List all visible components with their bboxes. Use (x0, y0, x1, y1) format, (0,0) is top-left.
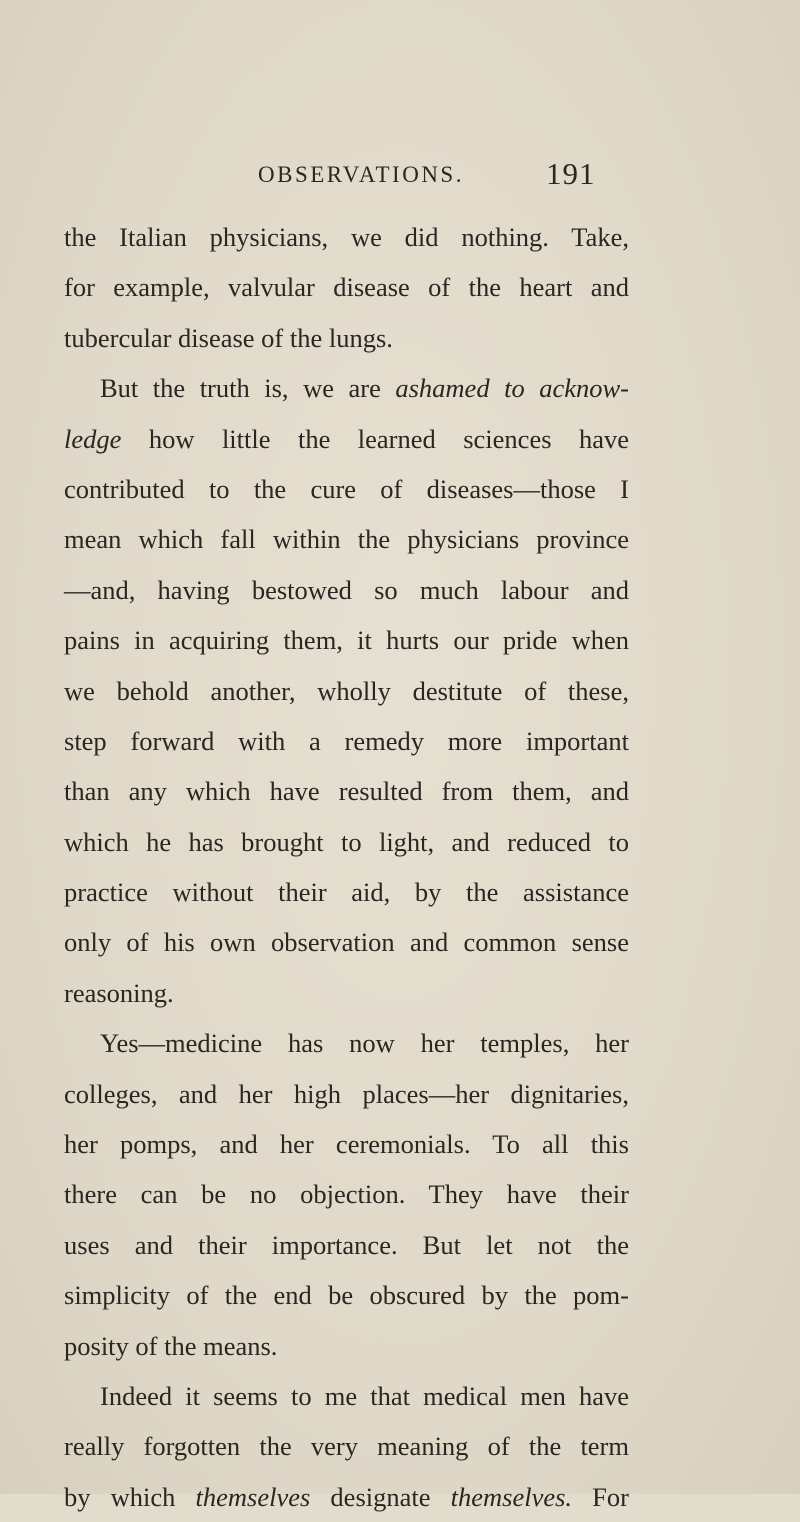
text-line (64, 1018, 629, 1068)
text-segment: step forward with a remedy more important (64, 725, 629, 756)
text-segment: But the truth is, we are (100, 373, 396, 404)
page-number: 191 (546, 156, 596, 191)
text-segment: really forgotten the very meaning of the term (64, 1431, 629, 1462)
text-line (64, 1119, 629, 1169)
text-segment: simplicity of the end be obscured by the pom- (64, 1280, 629, 1311)
italic-text: themselves. (450, 1481, 573, 1512)
text-line (64, 1169, 629, 1219)
text-segment: For (572, 1481, 629, 1512)
running-head (250, 158, 630, 198)
text-line (64, 766, 629, 816)
text-segment: colleges, and her high places—her dignitaries, (64, 1078, 629, 1109)
text-segment: tubercular disease of the lungs. (64, 322, 393, 353)
text-line (64, 917, 629, 967)
text-line (64, 666, 629, 716)
text-line (64, 716, 629, 766)
text-line (64, 1220, 629, 1270)
text-line (64, 1472, 629, 1522)
text-line (64, 1270, 629, 1320)
text-segment: —and, having bestowed so much labour and (64, 574, 629, 605)
text-segment: contributed to the cure of diseases—those I (64, 473, 629, 504)
text-segment: her pomps, and her ceremonials. To all this (64, 1129, 629, 1160)
text-segment: designate (310, 1481, 451, 1512)
text-segment: Indeed it seems to me that medical men have (100, 1380, 629, 1411)
text-segment: uses and their importance. But let not the (64, 1229, 629, 1260)
text-segment: practice without their aid, by the assistance (64, 877, 629, 908)
text-segment: pains in acquiring them, it hurts our pride when (64, 625, 629, 656)
italic-text: ledge (64, 423, 122, 454)
text-segment: only of his own observation and common sense (64, 927, 629, 958)
text-line (64, 212, 629, 262)
text-segment: which he has brought to light, and reduced to (64, 826, 629, 857)
text-segment: we behold another, wholly destitute of these, (64, 675, 629, 706)
text-segment: by which (64, 1481, 196, 1512)
text-line (64, 262, 629, 312)
text-line (64, 363, 629, 413)
running-title: OBSERVATIONS. (258, 162, 464, 187)
text-segment: Yes—medicine has now her temples, her (100, 1028, 629, 1059)
text-segment: posity of the means. (64, 1330, 278, 1361)
text-segment: there can be no objection. They have their (64, 1179, 629, 1210)
text-segment: for example, valvular disease of the heart and (64, 272, 629, 303)
text-segment: than any which have resulted from them, and (64, 776, 629, 807)
text-line (64, 1421, 629, 1471)
italic-text: ashamed to acknow- (395, 373, 629, 404)
body-text (64, 212, 629, 1522)
text-line (64, 968, 629, 1018)
text-segment: mean which fall within the physicians province (64, 524, 629, 555)
text-line (64, 867, 629, 917)
text-line (64, 565, 629, 615)
text-line (64, 817, 629, 867)
text-segment: the Italian physicians, we did nothing. Take, (64, 222, 629, 252)
text-line (64, 1069, 629, 1119)
text-line (64, 464, 629, 514)
text-line (64, 1321, 629, 1371)
text-line (64, 313, 629, 363)
text-line (64, 414, 629, 464)
italic-text: themselves (195, 1481, 311, 1512)
text-segment: how little the learned sciences have (121, 423, 629, 454)
text-line (64, 514, 629, 564)
text-line (64, 615, 629, 665)
text-segment: reasoning. (64, 977, 174, 1008)
text-line (64, 1371, 629, 1421)
